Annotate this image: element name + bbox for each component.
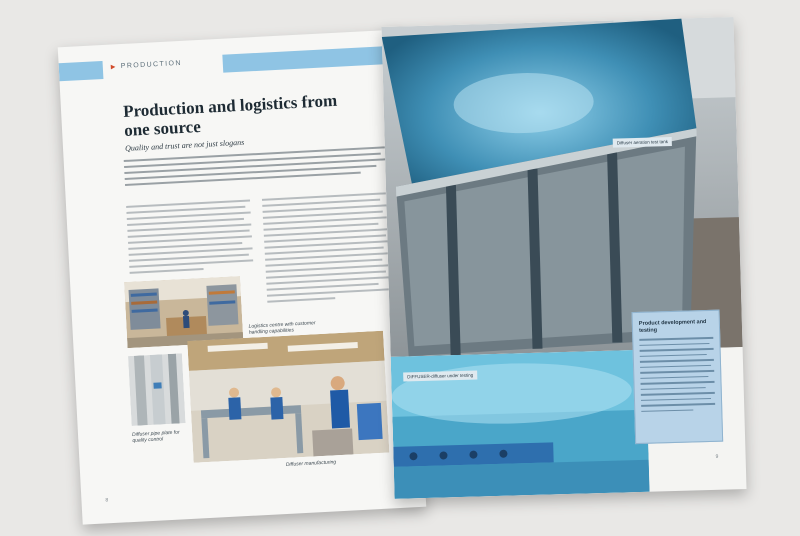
pipe-photo xyxy=(128,353,186,426)
caption-pipe: Diffuser pipe plate for quality control xyxy=(131,429,180,444)
info-box-title: Product development and testing xyxy=(638,319,707,334)
intro-paragraph xyxy=(124,146,387,190)
right-page xyxy=(381,17,746,499)
page-number-right: 9 xyxy=(715,453,719,460)
tag-test-tank: Diffuser aeration test tank xyxy=(613,137,672,148)
caption-manufacturing: Diffuser manufacturing xyxy=(285,459,337,468)
tag-diffuser: DIFFUSER-diffuser under testing xyxy=(403,370,477,381)
page-title: Production and logistics from one source xyxy=(122,90,338,140)
section-label-text: PRODUCTION xyxy=(120,59,182,71)
page-subtitle: Quality and trust are not just slogans xyxy=(124,137,245,153)
body-column-2 xyxy=(262,192,391,306)
page-number-left: 8 xyxy=(105,497,109,504)
left-page xyxy=(58,29,427,524)
body-column-1 xyxy=(126,199,254,277)
info-box-text xyxy=(639,337,715,416)
info-box xyxy=(632,310,724,444)
header-band xyxy=(59,45,403,81)
manufacturing-photo xyxy=(187,331,389,463)
triangle-icon: ▶ xyxy=(110,64,118,71)
test-tank-photo xyxy=(381,17,742,357)
caption-logistics: Logistics centre with customer handling capabilities xyxy=(248,320,316,336)
logistics-photo xyxy=(124,276,243,348)
